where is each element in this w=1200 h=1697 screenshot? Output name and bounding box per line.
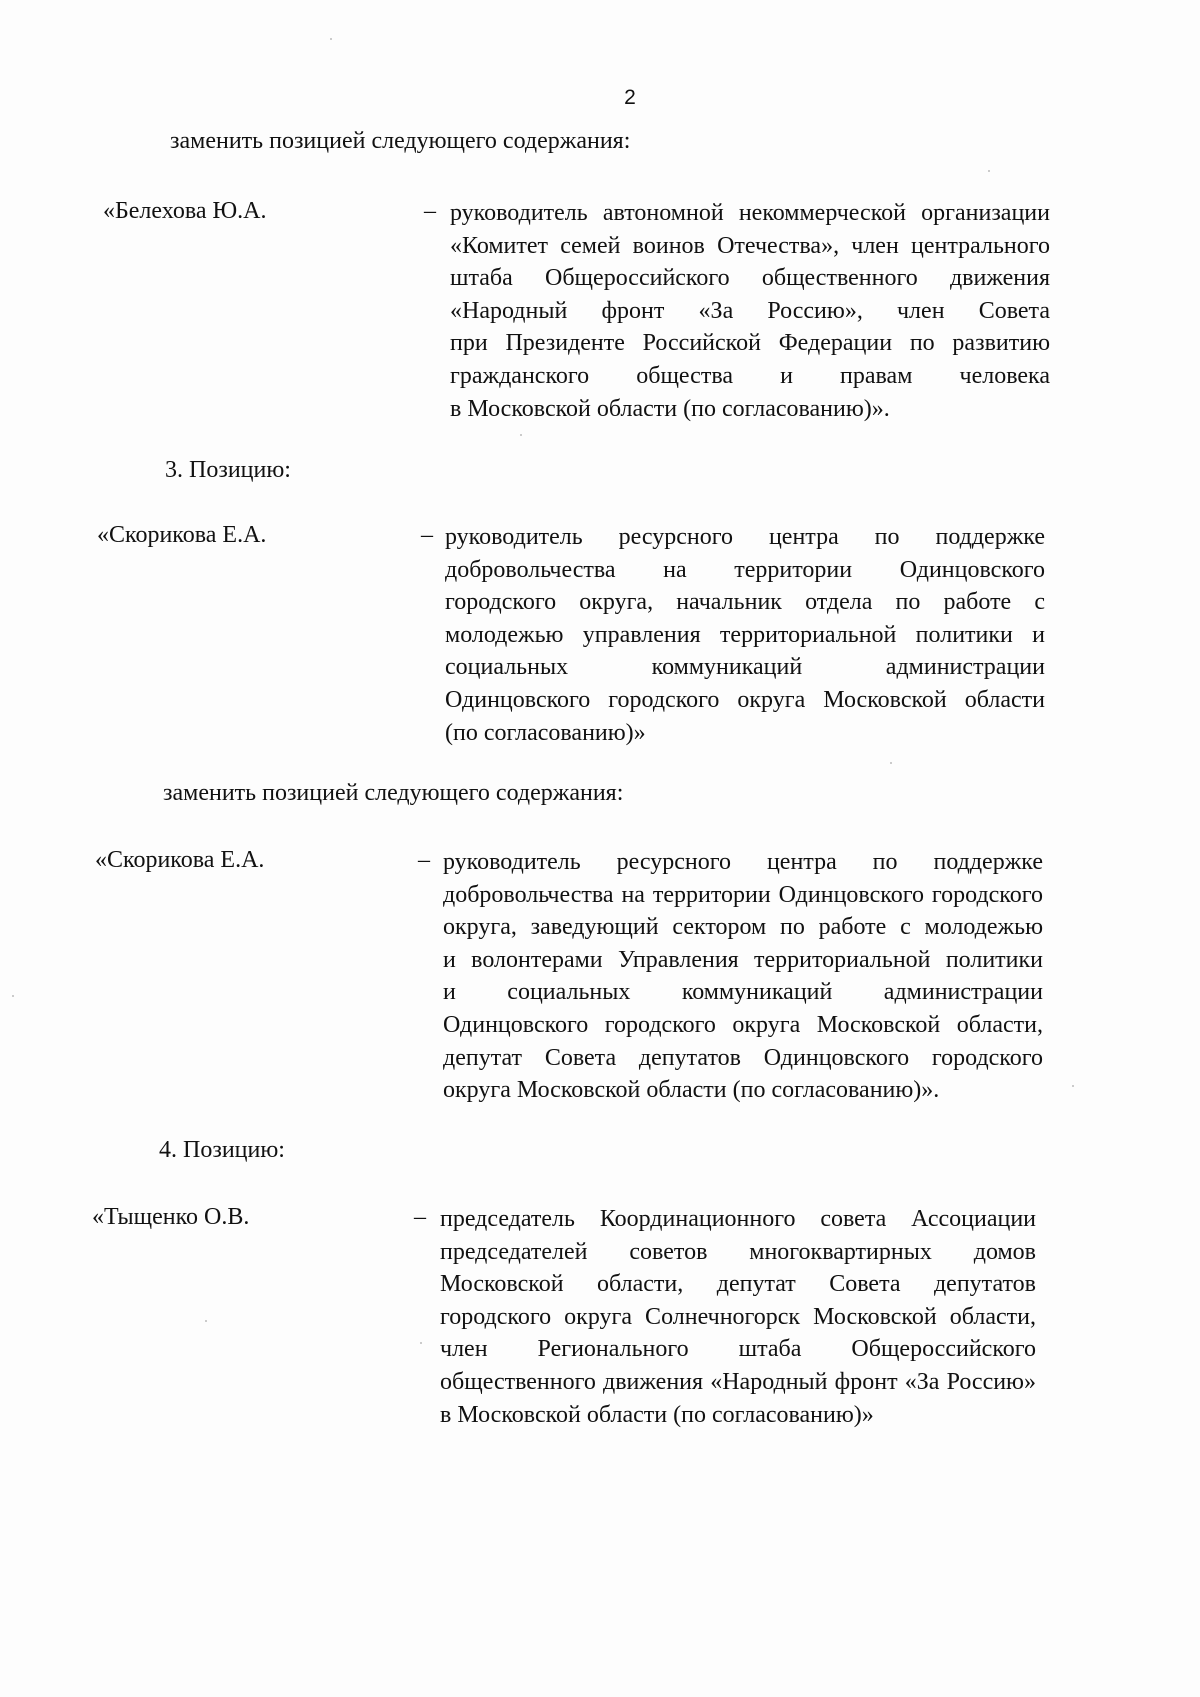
description-line: член Регионального штаба Общероссийского [440,1336,1036,1363]
page-number: 2 [624,86,636,109]
description-line: в Московской области (по согласованию)». [450,395,890,422]
description-line: добровольчества на территории Одинцовского [445,556,1045,583]
description-line: руководитель ресурсного центра по поддержке [443,849,1043,875]
entry-description [445,521,1045,749]
entry-description [443,846,1043,1107]
description-line: молодежью управления территориальной политики и [445,621,1045,648]
description-line: гражданского общества и правам человека [450,362,1050,389]
entry-dash: – [421,522,433,548]
entry-dash: – [418,847,430,873]
entry-name: «Белехова Ю.А. [103,198,267,224]
description-line: округа, заведующий сектором по работе с молодежью [443,914,1043,941]
scan-speck [12,995,14,997]
scan-speck [205,1320,207,1322]
entry-name: «Тыщенко О.В. [92,1204,250,1230]
description-line: общественного движения «Народный фронт «За Россию» [440,1368,1036,1395]
description-line: руководитель ресурсного центра по поддержке [445,524,1045,550]
description-line: «Комитет семей воинов Отечества», член центрального [450,232,1050,259]
description-line: округа Московской области (по согласованию)». [443,1077,940,1104]
scan-speck [890,762,892,764]
description-line: при Президенте Российской Федерации по развитию [450,330,1050,357]
entry-name: «Скорикова Е.А. [97,522,267,548]
description-line: (по согласованию)» [445,719,646,746]
description-line: председателей советов многоквартирных домов [440,1238,1036,1265]
description-line: городского округа Солнечногорск Московской области, [440,1303,1036,1330]
entry-dash: – [424,198,436,224]
scan-speck [1072,1085,1074,1087]
scan-speck [988,170,990,172]
description-line: Одинцовского городского округа Московской области, [443,1011,1043,1038]
description-line: социальных коммуникаций администрации [445,654,1045,681]
description-line: «Народный фронт «За Россию», член Совета [450,297,1050,324]
position-4-heading: 4. Позицию: [159,1137,285,1163]
entry-description [440,1203,1036,1431]
description-line: штаба Общероссийского общественного движения [450,265,1050,292]
description-line: и социальных коммуникаций администрации [443,979,1043,1006]
position-3-heading: 3. Позицию: [165,457,291,483]
description-line: председатель Координационного совета Ассоциации [440,1206,1036,1232]
description-line: Одинцовского городского округа Московской области [445,686,1045,713]
description-line: Московской области, депутат Совета депутатов [440,1271,1036,1298]
scan-speck [420,1342,422,1344]
replace-intro-1: заменить позицией следующего содержания: [170,128,631,154]
entry-name: «Скорикова Е.А. [95,847,265,873]
description-line: добровольчества на территории Одинцовского городского [443,881,1043,908]
replace-intro-2: заменить позицией следующего содержания: [163,780,624,806]
scan-speck [520,434,522,436]
description-line: и волонтерами Управления территориальной политики [443,946,1043,973]
description-line: в Московской области (по согласованию)» [440,1401,874,1428]
description-line: городского округа, начальник отдела по работе с [445,589,1045,616]
description-line: руководитель автономной некоммерческой организации [450,200,1050,226]
entry-description [450,197,1050,425]
description-line: депутат Совета депутатов Одинцовского городского [443,1044,1043,1071]
scan-speck [330,38,332,40]
entry-dash: – [414,1204,426,1230]
